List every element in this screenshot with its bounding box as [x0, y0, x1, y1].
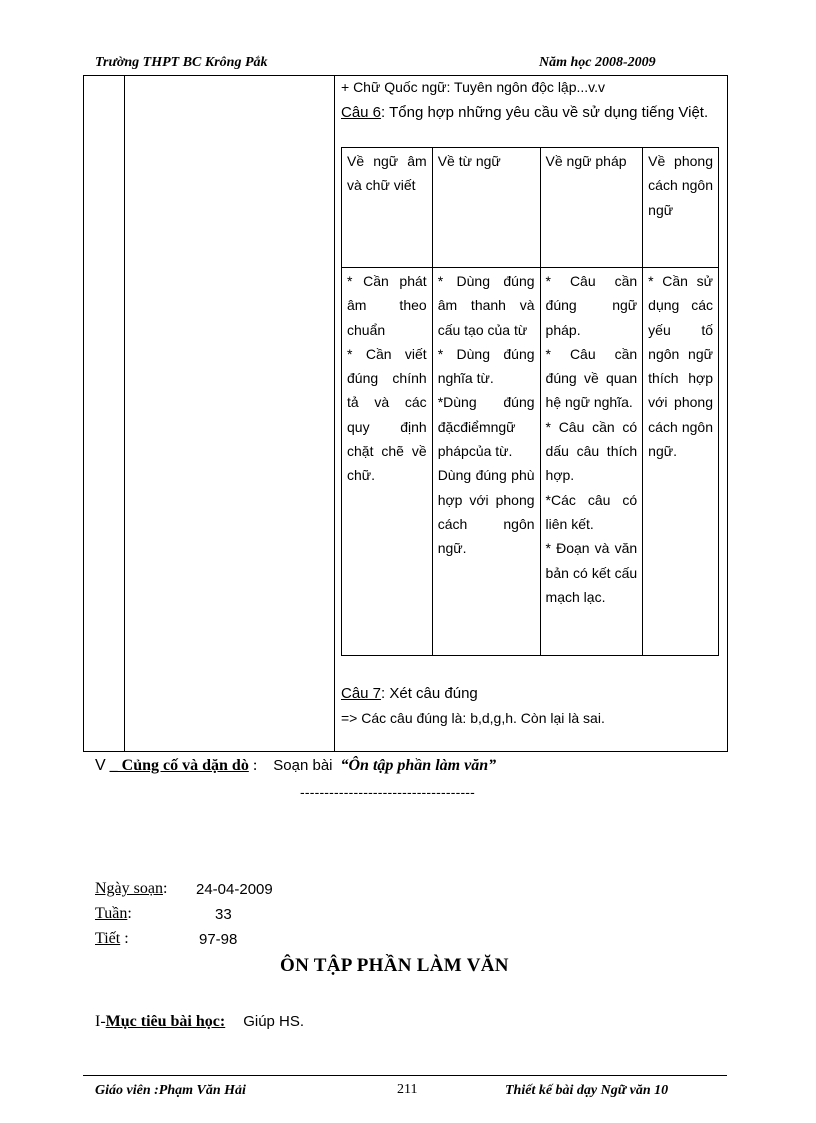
- lesson-title: ÔN TẬP PHẦN LÀM VĂN: [280, 955, 509, 976]
- outer-border-bottom: [83, 751, 727, 752]
- tuan-value: 33: [215, 906, 232, 923]
- outer-divider-2: [334, 75, 335, 752]
- header-cell-phong-cach: Về phong cách ngôn ngữ: [643, 148, 719, 268]
- requirements-table: [341, 147, 719, 656]
- separator-line: ------------------------------------: [300, 784, 476, 800]
- section-v-colon: :: [248, 757, 258, 774]
- section-v-text: Soạn bài: [273, 757, 333, 774]
- section-i-text: Giúp HS.: [243, 1013, 305, 1030]
- cau7-paragraph: [341, 682, 478, 706]
- cau7-answer: => Các câu đúng là: b,d,g,h. Còn lại là sai.: [341, 710, 605, 726]
- cell-ngu-am: * Cần phát âm theo chuẩn * Cần viết đúng chính tả và các quy định chặt chẽ về chữ.: [342, 268, 433, 656]
- header-cell-tu-ngu: Về từ ngữ: [432, 148, 540, 268]
- cau7-label: Câu 7: [341, 685, 382, 702]
- outer-divider-1: [124, 75, 125, 752]
- cau7-text: : Xét câu đúng: [381, 685, 478, 702]
- section-v-prefix: V: [95, 757, 106, 774]
- cau6-paragraph: [341, 100, 723, 125]
- page-number: 211: [397, 1082, 418, 1097]
- ngay-soan-value: 24-04-2009: [196, 881, 273, 898]
- cell-tu-ngu: * Dùng đúng âm thanh và cấu tạo của từ * Dùng đúng nghĩa từ. *Dùng đúng đặcđiểmngữ phápcủa từ. Dùng đúng phù hợp với phong cách ngôn ngữ.: [432, 268, 540, 656]
- header-cell-ngu-phap: Về ngữ pháp: [540, 148, 643, 268]
- outer-border-left: [83, 75, 84, 752]
- requirements-header-row: [342, 148, 719, 268]
- tuan-colon: :: [127, 905, 132, 922]
- section-v-quote: “Ôn tập phần làm văn”: [340, 757, 497, 774]
- tiet-value: 97-98: [199, 931, 238, 948]
- footer-teacher: Giáo viên :Phạm Văn Hải: [95, 1083, 246, 1098]
- tuan-label: Tuần: [95, 905, 128, 922]
- section-i: [95, 1013, 304, 1031]
- tiet-row: [95, 930, 129, 948]
- cell-phong-cach: * Cần sử dụng các yếu tố ngôn ngữ thích hợp với phong cách ngôn ngữ.: [643, 268, 719, 656]
- ngay-soan-label: Ngày soạn: [95, 880, 163, 897]
- cau6-text: : Tổng hợp những yêu cầu về sử dụng tiếng Việt.: [381, 104, 709, 121]
- footer-rule: [83, 1075, 727, 1076]
- tuan-row: [95, 905, 132, 923]
- section-v-label: _ Củng cố và dặn dò: [109, 757, 249, 774]
- outer-border-right: [727, 75, 728, 752]
- footer-book-title: Thiết kế bài dạy Ngữ văn 10: [505, 1083, 669, 1098]
- section-i-prefix: I-: [95, 1013, 106, 1030]
- ngay-soan-row: [95, 880, 167, 898]
- section-v: [95, 757, 496, 775]
- tiet-colon: :: [120, 930, 129, 947]
- cau6-label: Câu 6: [341, 104, 382, 121]
- cell-ngu-phap: * Câu cần đúng ngữ pháp. * Câu cần đúng về quan hệ ngữ nghĩa. * Câu cần có dấu câu thích hợp. *Các câu có liên kết. * Đoạn và văn bản có kết cấu mạch lạc.: [540, 268, 643, 656]
- requirements-body-row: [342, 268, 719, 656]
- header-school-year: Năm học 2008-2009: [539, 55, 656, 70]
- ngay-soan-colon: :: [162, 880, 168, 897]
- line-chu-quoc-ngu: + Chữ Quốc ngữ: Tuyên ngôn độc lập...v.v: [341, 79, 606, 95]
- header-cell-ngu-am: Về ngữ âm và chữ viết: [342, 148, 433, 268]
- header-school: Trường THPT BC Krông Pắk: [95, 55, 268, 70]
- section-i-label: Mục tiêu bài học:: [105, 1013, 226, 1030]
- tiet-label: Tiết: [95, 930, 121, 947]
